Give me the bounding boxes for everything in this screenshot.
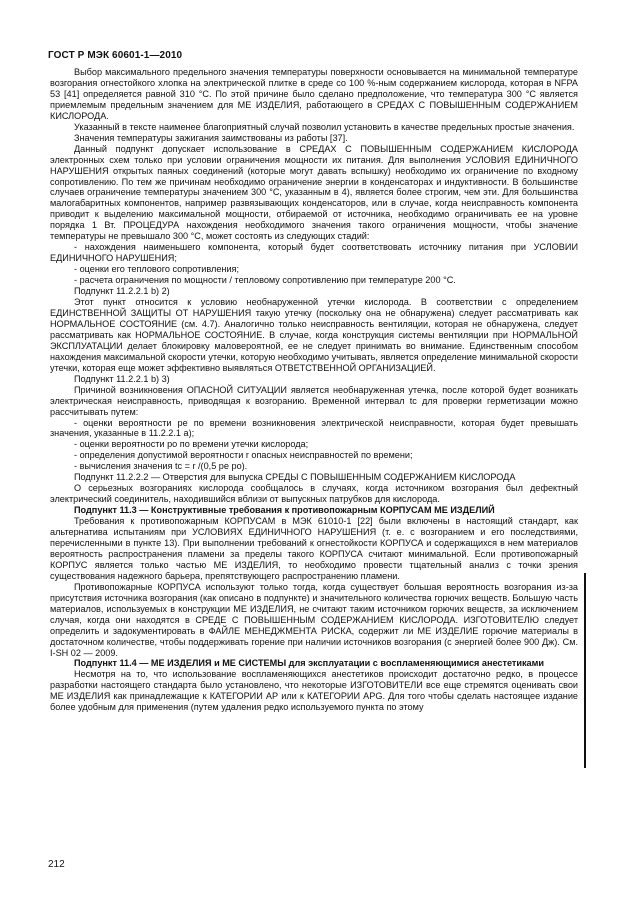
paragraph: Значения температуры зажигания заимствованы из работы [37]. (74, 132, 348, 143)
change-bar (584, 573, 586, 768)
paragraph: Указанный в тексте наименее благоприятный случай позволил установить в качестве предельных простые значения. (74, 121, 575, 132)
paragraph: Несмотря на то, что использование воспламеняющихся анестетиков происходит достаточно редко, в процессе разработки настоящего стандарта было установлено, что некоторые ИЗГОТОВИТЕЛИ все еще стремятся оценивать свои МЕ ИЗДЕЛИЯ как принадлежащие к КАТЕГОРИИ АР или к КАТЕГОРИИ APG. Для того чтобы сделать настоящее издание более удобным для применения (путем удаления редко используемого пункта по этому (50, 669, 578, 713)
paragraph: Этот пункт относится к условию необнаруженной утечки кислорода. В соответствии с определением ЕДИНСТВЕННОЙ ЗАЩИТЫ ОТ НАРУШЕНИЯ такую утечку (поскольку она не обнаружена) следует рассматривать как НОРМАЛЬНОЕ СОСТОЯНИЕ (см. 4.7). Аналогично только неисправность вентиляции, которая не обнаружена, следует рассматривать как НОРМАЛЬНОЕ СОСТОЯНИЕ. В случае, когда конструкция системы вентиляции при НОРМАЛЬНОЙ ЭКСПЛУАТАЦИИ делает блокировку маловероятной, ее не следует принимать во внимание. Единственным способом нахождения максимальной скорости утечки, которую необходимо учитывать, является определение минимальной скорости утечки, которая еще может эффективно выявляться ОТВЕТСТВЕННОЙ ОРГАНИЗАЦИЕЙ. (50, 297, 578, 373)
subclause-reference: Подпункт 11.2.2.1 b) 3) (74, 373, 170, 384)
list-item: - оценки вероятности pe по времени возникновения электрической неисправности, которая будет превышать значения, указанные в 11.2.2.1 а); (50, 417, 578, 439)
list-item: - оценки его теплового сопротивления; (74, 264, 240, 275)
paragraph: Выбор максимального предельного значения температуры поверхности основывается на минимальной температуре возгорания огнестойкого хлопка на электрической плитке в среде со 100 %-ным содержанием кислорода, которая в NFPA 53 [41] определяется равной 310 °С. По этой причине было сделано предположение, что температура 300 °С является приемлемым предельным значением для МЕ ИЗДЕЛИЯ, работающего в СРЕДАХ С ПОВЫШЕННЫМ СОДЕРЖАНИЕМ КИСЛОРОДА. (50, 67, 578, 121)
subclause-heading: Подпункт 11.3 — Конструктивные требования к противопожарным КОРПУСАМ МЕ ИЗДЕЛИЙ (74, 505, 495, 516)
list-item: - вычисления значения tc = r /(0,5 pe po). (74, 461, 248, 472)
list-item: - оценки вероятности po по времени утечки кислорода; (74, 439, 309, 450)
list-item: - расчета ограничения по мощности / тепловому сопротивлению при температуре 200 °С. (74, 275, 456, 286)
document-header: ГОСТ Р МЭК 60601-1—2010 (48, 50, 183, 61)
subclause-reference: Подпункт 11.2.2.1 b) 2) (74, 286, 170, 297)
list-item: - определения допустимой вероятности r опасных неисправностей по времени; (74, 450, 413, 461)
paragraph: О серьезных возгораниях кислорода сообщалось в случаях, когда источником возгорания был дефектный электрический соединитель, находившийся вблизи от выпускных патрубков для кислорода. (50, 483, 578, 505)
paragraph: Противопожарные КОРПУСА используют только тогда, когда существует большая вероятность возгорания из-за присутствия источника возгорания (как описано в подпункте) и значительного количества горючих веществ. Большую часть материалов, используемых в конструкции МЕ ИЗДЕЛИЯ, не считают таким источником горючих веществ, за исключением случая, когда они находятся в СРЕДЕ С ПОВЫШЕННЫМ СОДЕРЖАНИЕМ КИСЛОРОДА. ИЗГОТОВИТЕЛЮ следует определить и задокументировать в ФАЙЛЕ МЕНЕДЖМЕНТА РИСКА, содержит ли МЕ ИЗДЕЛИЕ горючие материалы в достаточном количестве, чтобы поддерживать горение при наличии источников возгорания (с энергией более 900 Дж). См. I-SH 02 — 2009. (50, 581, 578, 658)
paragraph: Причиной возникновения ОПАСНОЙ СИТУАЦИИ является необнаруженная утечка, после которой будет возникать электрическая неисправность, приводящая к возгоранию. Временной интервал tc для проверки герметизации можно рассчитывать путем: (50, 384, 578, 417)
document-body (50, 67, 578, 713)
page-number: 212 (48, 859, 65, 870)
paragraph: Требования к противопожарным КОРПУСАМ в МЭК 61010-1 [22] были включены в настоящий стандарт, как альтернатива испытаниям при УСЛОВИЯХ ЕДИНИЧНОГО НАРУШЕНИЯ (т. е. с возгоранием и его последствиями, перечисленными в пункте 13). При выполнении требований к огнестойкости КОРПУСА и содержащихся в нем материалов вероятность распространения пламени за пределы такого КОРПУСА считают минимальной. Если противопожарный КОРПУС является только частью МЕ ИЗДЕЛИЯ, то необходимо провести тщательный анализ с точки зрения существования надежного барьера, препятствующего распространению пламени. (50, 516, 578, 581)
subclause-heading: Подпункт 11.4 — МЕ ИЗДЕЛИЯ и МЕ СИСТЕМЫ для эксплуатации с воспламеняющимися анестетиками (74, 658, 544, 669)
paragraph: Данный подпункт допускает использование в СРЕДАХ С ПОВЫШЕННЫМ СОДЕРЖАНИЕМ КИСЛОРОДА электронных схем только при условии ограничения мощности их питания. Для выполнения УСЛОВИЯ ЕДИНИЧНОГО НАРУШЕНИЯ открытых паяных соединений (которые могут давать вспышку) необходимо их ограничение по входному сопротивлению. По тем же причинам необходимо ограничение энергии в конденсаторах и индуктивности. В большинстве случаев ограничение температуры значением 300 °С, указанным в 4), является более строгим, чем эти. Для большинства малогабаритных компонентов, например развязывающих конденсаторов, или в случае, когда неисправность компонента приводит к выделению максимальной мощности, отбираемой от источника, необходимо ограничивать ее на уровне порядка 1 Вт. ПРОЦЕДУРА нахождения необходимого значения такого ограничения мощности, чтобы значение температуры не превышало 300 °С, может состоять из следующих стадий: (50, 143, 578, 242)
subclause-reference: Подпункт 11.2.2.2 — Отверстия для выпуска СРЕДЫ С ПОВЫШЕННЫМ СОДЕРЖАНИЕМ КИСЛОРОДА (74, 472, 516, 483)
list-item: - нахождения наименьшего компонента, который будет соответствовать источнику питания при УСЛОВИИ ЕДИНИЧНОГО НАРУШЕНИЯ; (50, 242, 578, 264)
